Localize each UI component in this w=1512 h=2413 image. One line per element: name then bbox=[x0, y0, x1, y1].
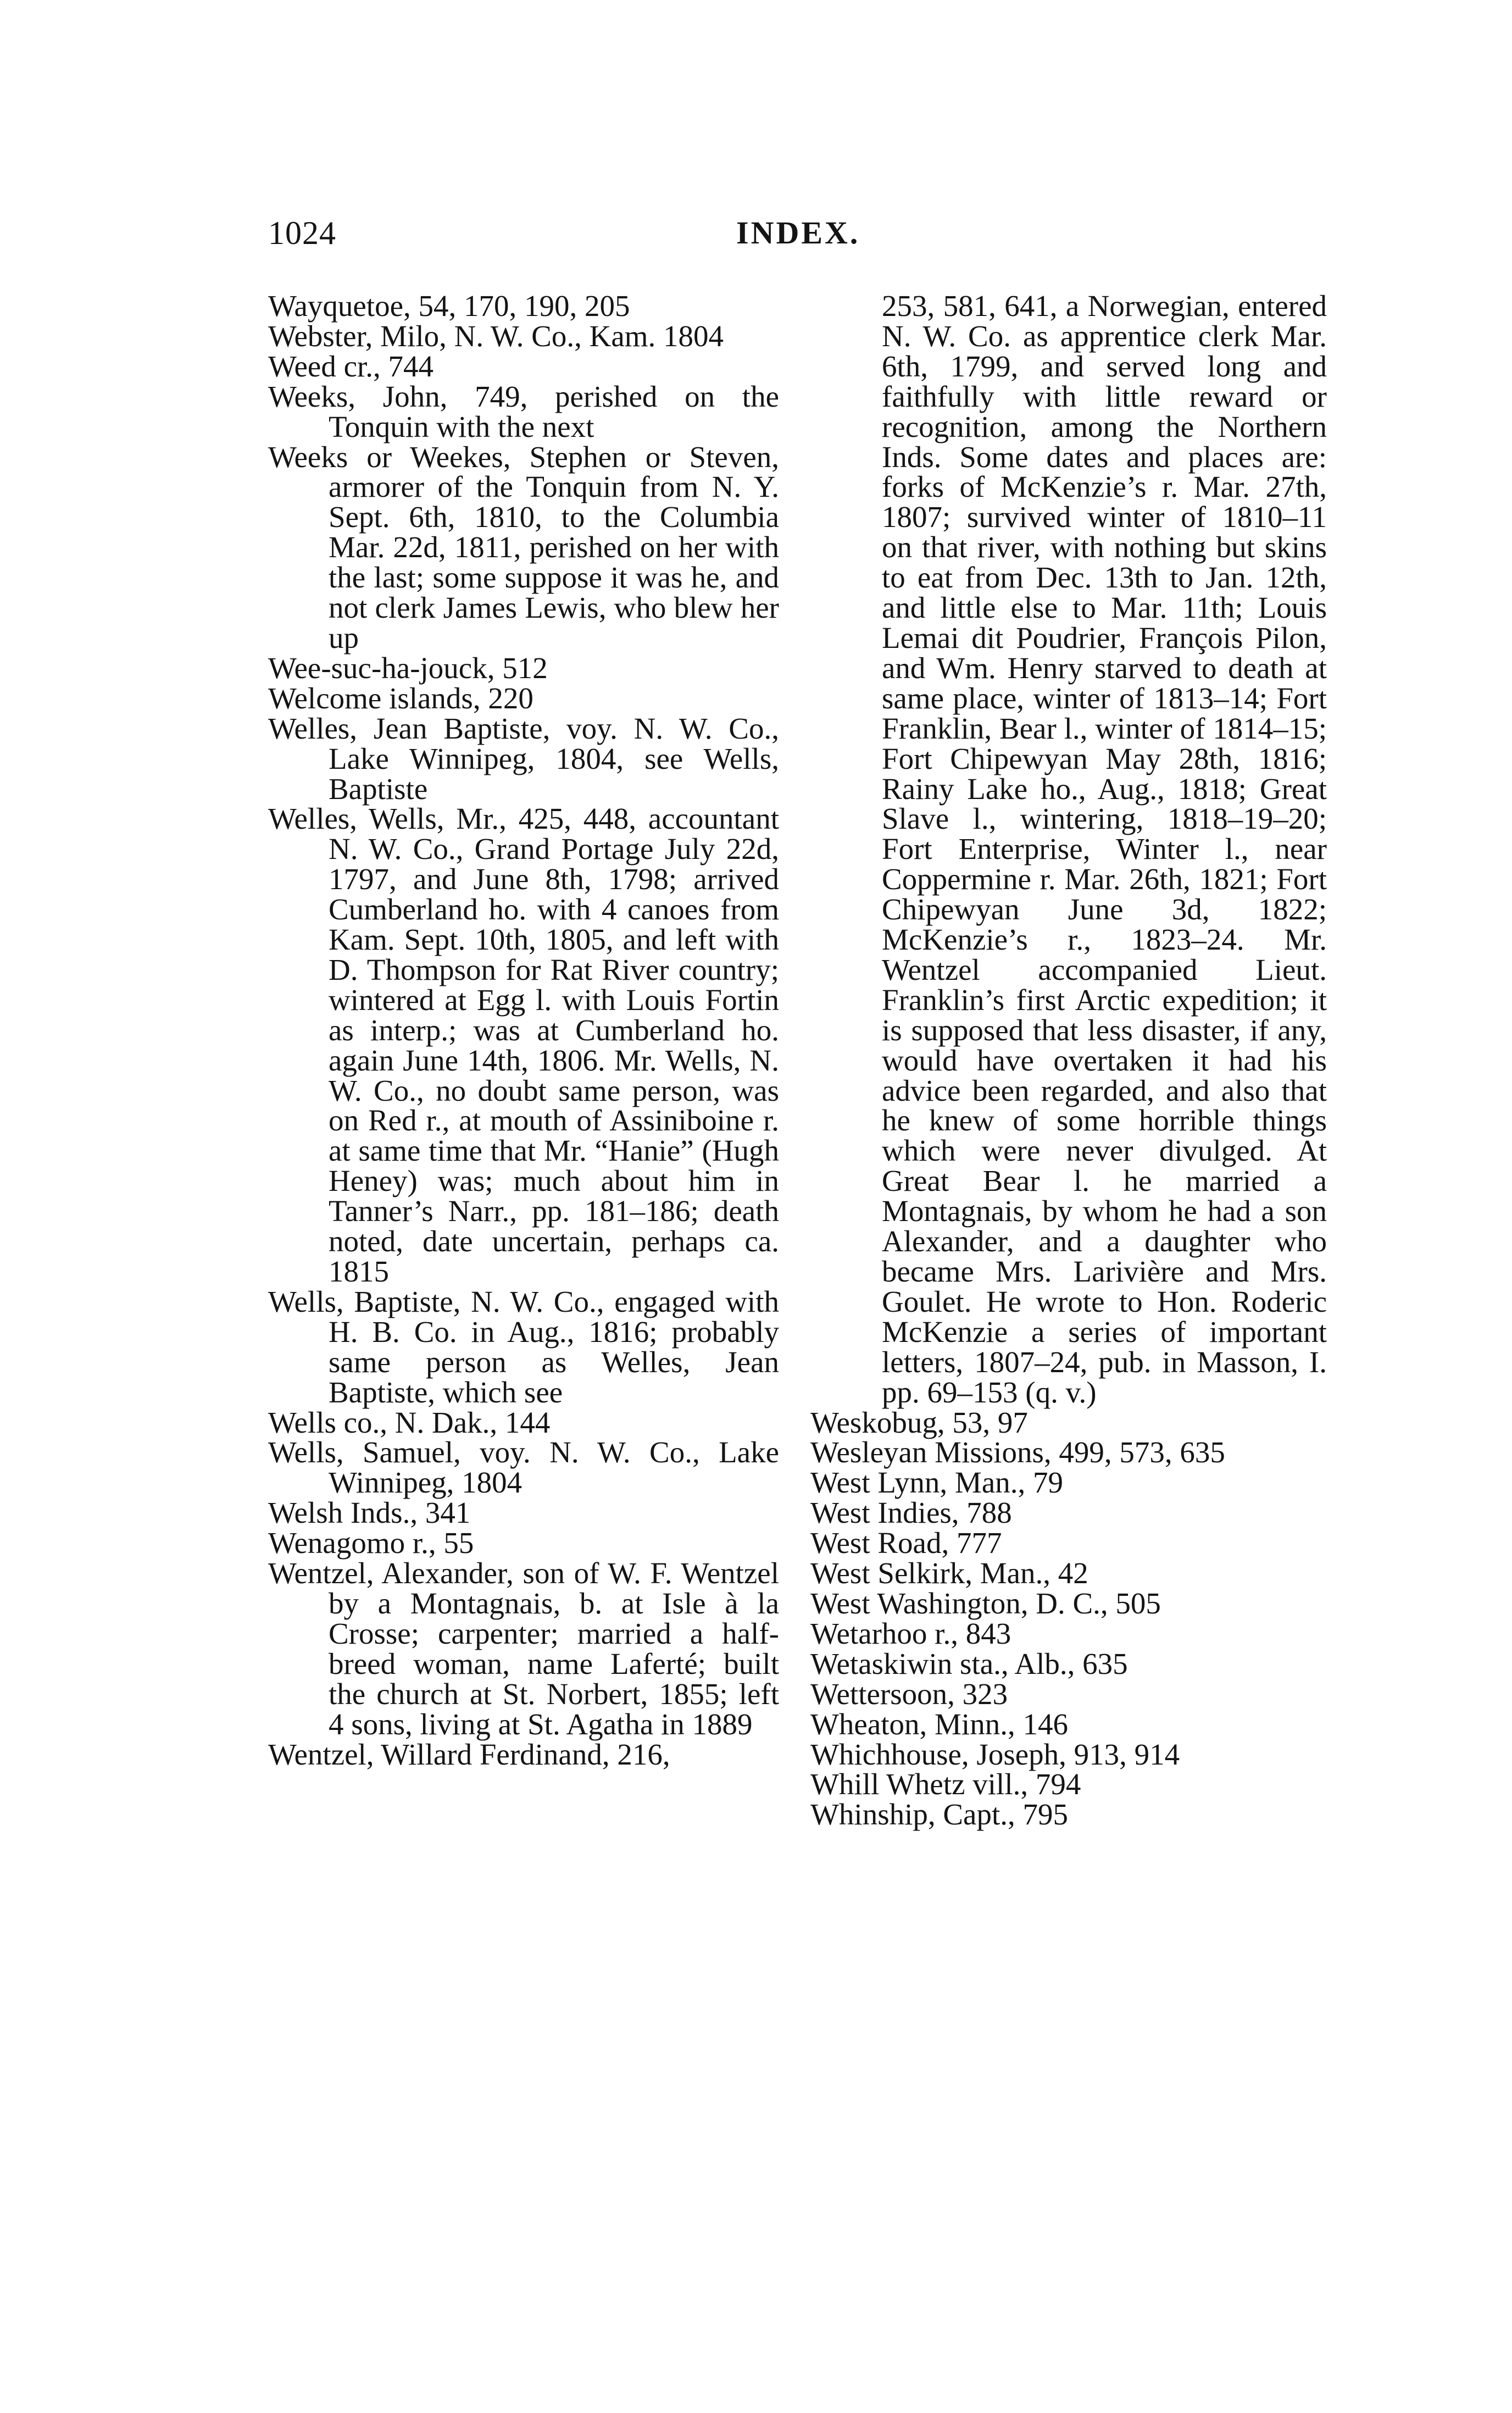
index-entry: West Washington, D. C., 505 bbox=[810, 1586, 1161, 1620]
left-column bbox=[268, 291, 779, 1769]
page-header bbox=[0, 214, 1512, 264]
index-entry: West Selkirk, Man., 42 bbox=[810, 1556, 1088, 1590]
index-entry: Whichhouse, Joseph, 913, 914 bbox=[810, 1737, 1180, 1771]
index-entry: Weeks, John, 749, perished on the Tonquin with the next bbox=[268, 379, 779, 443]
index-entry: Weskobug, 53, 97 bbox=[810, 1405, 1028, 1439]
index-entry: Wetaskiwin sta., Alb., 635 bbox=[810, 1646, 1128, 1680]
index-entry: Webster, Milo, N. W. Co., Kam. 1804 bbox=[268, 319, 724, 353]
index-entry: Wentzel, Alexander, son of W. F. Wentzel by a Montagnais, b. at Isle à la Crosse; carpenter; married a half-breed woman, name Laferté; built the church at St. Norbert, 1855; left 4 sons, living at St. Agatha in 1889 bbox=[268, 1556, 779, 1741]
index-entry: Weeks or Weekes, Stephen or Steven, armorer of the Tonquin from N. Y. Sept. 6th, 1810, to the Columbia Mar. 22d, 1811, perished on her with the last; some suppose it was he, and not clerk James Lewis, who blew her up bbox=[268, 440, 779, 654]
index-entry: West Road, 777 bbox=[810, 1526, 1002, 1560]
index-entry: Wells, Baptiste, N. W. Co., engaged with H. B. Co. in Aug., 1816; probably same person as Welles, Jean Baptiste, which see bbox=[268, 1284, 779, 1409]
index-entry: Welcome islands, 220 bbox=[268, 681, 533, 715]
index-entry: Wettersoon, 323 bbox=[810, 1677, 1008, 1711]
page-number: 1024 bbox=[268, 215, 336, 251]
index-entry: Wenagomo r., 55 bbox=[268, 1526, 474, 1560]
index-entry: Wee-suc-ha-jouck, 512 bbox=[268, 651, 548, 685]
index-entry-continuation: 253, 581, 641, a Norwegian, entered N. W. Co. as apprentice clerk Mar. 6th, 1799, and served long and faithfully with little reward or recognition, among the Northern Inds. Some dates and places are: forks of McKenzie’s r. Mar. 27th, 1807; survived winter of 1810–11 on that river, with nothing but skins to eat from Dec. 13th to Jan. 12th, and little else to Mar. 11th; Louis Lemai dit Poudrier, François Pilon, and Wm. Henry starved to death at same place, winter of 1813–14; Fort Franklin, Bear l., winter of 1814–15; Fort Chipewyan May 28th, 1816; Rainy Lake ho., Aug., 1818; Great Slave l., wintering, 1818–19–20; Fort Enterprise, Winter l., near Coppermine r. Mar. 26th, 1821; Fort Chipewyan June 3d, 1822; McKenzie’s r., 1823–24. Mr. Wentzel accompanied Lieut. Franklin’s first Arctic expedition; it is supposed that less disaster, if any, would have overtaken it had his advice been regarded, and also that he knew of some horrible things which were never divulged. At Great Bear l. he married a Montagnais, by whom he had a son Alexander, and a daughter who became Mrs. Larivière and Mrs. Goulet. He wrote to Hon. Roderic McKenzie a series of important letters, 1807–24, pub. in Masson, I. pp. 69–153 (q. v.) bbox=[882, 289, 1327, 1409]
index-entry: Wheaton, Minn., 146 bbox=[810, 1707, 1068, 1741]
index-entry: Whill Whetz vill., 794 bbox=[810, 1767, 1081, 1801]
running-head: INDEX. bbox=[736, 215, 860, 251]
index-entry: Wells, Samuel, voy. N. W. Co., Lake Winnipeg, 1804 bbox=[268, 1435, 779, 1500]
index-entry: West Indies, 788 bbox=[810, 1496, 1012, 1530]
index-entry: Whinship, Capt., 795 bbox=[810, 1798, 1069, 1832]
index-entry: Weed cr., 744 bbox=[268, 349, 434, 383]
index-entry: Welles, Jean Baptiste, voy. N. W. Co., Lake Winnipeg, 1804, see Wells, Baptiste bbox=[268, 711, 779, 806]
index-entry: Wells co., N. Dak., 144 bbox=[268, 1405, 551, 1439]
index-entry: Wetarhoo r., 843 bbox=[810, 1616, 1011, 1650]
index-entry: Wesleyan Missions, 499, 573, 635 bbox=[810, 1435, 1225, 1469]
index-entry: Wentzel, Willard Ferdinand, 216, bbox=[268, 1737, 670, 1771]
index-entry: West Lynn, Man., 79 bbox=[810, 1466, 1063, 1500]
right-column bbox=[810, 291, 1327, 1830]
index-entry: Welsh Inds., 341 bbox=[268, 1496, 471, 1530]
index-entry: Wayquetoe, 54, 170, 190, 205 bbox=[268, 289, 630, 323]
index-entry: Welles, Wells, Mr., 425, 448, accountant N. W. Co., Grand Portage July 22d, 1797, and June 8th, 1798; arrived Cumberland ho. with 4 canoes from Kam. Sept. 10th, 1805, and left with D. Thompson for Rat River country; wintered at Egg l. with Louis Fortin as interp.; was at Cumberland ho. again June 14th, 1806. Mr. Wells, N. W. Co., no doubt same person, was on Red r., at mouth of Assiniboine r. at same time that Mr. “Hanie” (Hugh Heney) was; much about him in Tanner’s Narr., pp. 181–186; death noted, date uncertain, perhaps ca. 1815 bbox=[268, 802, 779, 1288]
